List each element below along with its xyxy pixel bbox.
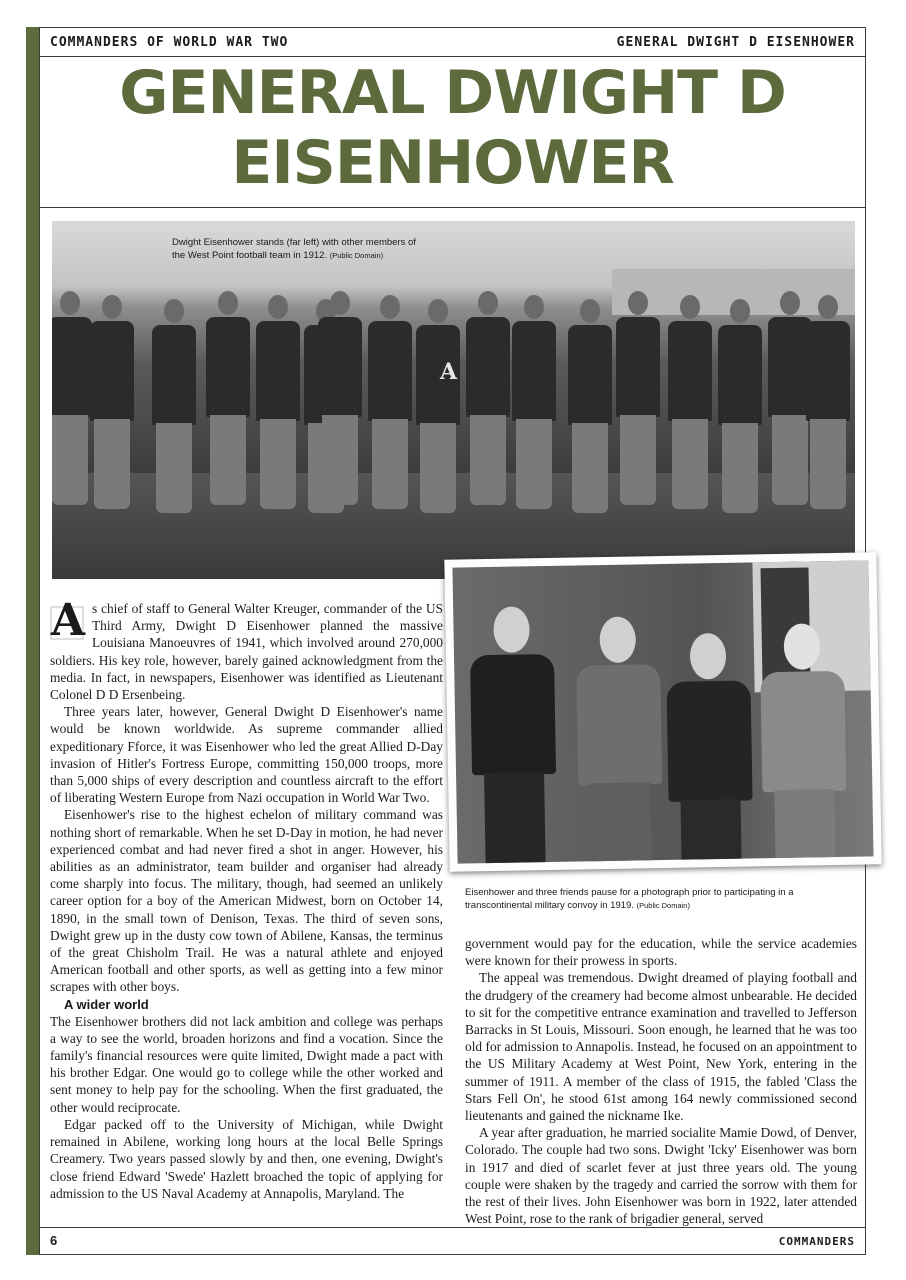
player-figure	[314, 291, 366, 521]
page-title-line2: EISENHOWER	[231, 128, 674, 198]
article-paragraph: Edgar packed off to the University of Michigan, while Dwight remained in Abilene, working long hours at the local Belle Springs Creamery. Two years passed slowly by and then, one evening, Dwight's close friend Edward 'Swede' Hazlett broached the topic of applying for admission to the US Naval Academy at Annapolis, Maryland. The	[50, 1116, 443, 1201]
convoy-friends-photo-image	[452, 560, 873, 863]
player-figure	[86, 295, 138, 525]
running-head-article: GENERAL DWIGHT D EISENHOWER	[616, 35, 855, 50]
footer-rule	[39, 1227, 866, 1228]
player-figure	[564, 299, 616, 529]
section-subhead: A wider world	[64, 996, 149, 1012]
player-figure	[148, 299, 200, 529]
player-figure	[202, 291, 254, 521]
article-paragraph: The appeal was tremendous. Dwight dreamed of playing football and the drudgery of the creamery had become almost unbearable. He decided to sit for the competitive entrance examination and travelled to Jefferson Barracks in St Louis, Missouri. Soon enough, he learned that he was too old for admission to Annapolis. Instead, he focused on an appointment to the US Military Academy at West Point, New York, entering in the summer of 1911. A member of the class of 1915, the fabled 'Class the Stars Fell On', he stood 61st among 164 newly commissioned second lieutenants and gained the nickname Ike.	[465, 970, 857, 1124]
running-head-section: COMMANDERS OF WORLD WAR TWO	[50, 35, 289, 50]
header-rule	[39, 56, 866, 57]
player-figure	[252, 295, 304, 525]
article-column-1	[50, 595, 443, 1202]
accent-sidebar-bar	[26, 27, 39, 1255]
player-figure	[364, 295, 416, 525]
player-figure	[412, 299, 464, 529]
man-figure-eisenhower	[753, 623, 854, 864]
man-figure	[660, 632, 761, 863]
man-figure	[463, 606, 564, 864]
article-paragraph	[50, 595, 443, 703]
player-figure	[612, 291, 664, 521]
player-figure	[664, 295, 716, 525]
player-figure	[802, 295, 854, 525]
dropcap-letter: A	[50, 595, 86, 646]
player-figure	[508, 295, 560, 525]
photo2-caption-text: Eisenhower and three friends pause for a photograph prior to participating in a transcontinental military convoy in 1919.	[465, 887, 794, 911]
page-title-line1: GENERAL DWIGHT D	[119, 58, 786, 128]
page-number: 6	[50, 1233, 58, 1248]
article-paragraph: Three years later, however, General Dwight D Eisenhower's name would be known worldwide. As supreme commander allied expeditionary Fforce, it was Eisenhower who led the great Allied D-Day invasion of Hitler's Fortress Europe, committing 150,000 troops, more than 5,000 ships of every description and countless aircraft to the effort of liberating Western Europe from Nazi occupation in World War Two.	[50, 704, 443, 806]
photo1-credit: (Public Domain)	[329, 251, 384, 260]
magazine-name: COMMANDERS	[778, 1235, 855, 1248]
football-team-photo	[52, 221, 855, 579]
article-paragraph: government would pay for the education, while the service academies were known for their prowess in sports.	[465, 936, 857, 969]
article-column-2	[465, 935, 857, 1227]
player-figure	[462, 291, 514, 521]
man-figure	[569, 616, 670, 864]
photo1-caption	[172, 236, 422, 262]
photo2-caption	[465, 886, 860, 912]
article-paragraph: The Eisenhower brothers did not lack ambition and college was perhaps a way to see the world, broaden horizons and find a vocation. Since the family's financial resources were quite limited, Dwight made a pact with his brother Edgar. One would go to college while the other worked and sent money to help pay for the schooling. When the first graduated, the other would reciprocate.	[50, 1013, 443, 1115]
convoy-friends-photo	[444, 552, 881, 871]
article-paragraph: Eisenhower's rise to the highest echelon of military command was nothing short of remarkable. When he set D-Day in motion, he had never experienced combat and had never fired a shot in anger. However, his abilities as an administrator, team builder and organiser had already come sharply into focus. The military, though, had seemed an unlikely career option for a boy of the American Midwest, born on October 14, 1890, in the small town of Denison, Texas. The third of seven sons, Dwight grew up in the dusty cow town of Abilene, Kansas, the terminus of the great Chisholm Trail. He was a natural athlete and enjoyed American football and other sports, as well as getting into a few minor scrapes with other boys.	[50, 807, 443, 995]
title-rule	[39, 207, 866, 208]
page-footer	[50, 1233, 855, 1251]
dropcap	[50, 595, 86, 646]
photo2-credit: (Public Domain)	[636, 901, 690, 910]
photo1-caption-text: Dwight Eisenhower stands (far left) with other members of the West Point football team in 1912.	[172, 237, 416, 261]
article-paragraph: A year after graduation, he married socialite Mamie Dowd, of Denver, Colorado. The couple had two sons. Dwight 'Icky' Eisenhower was born in 1917 and died of scarlet fever at just three years old. The young couple were shaken by the tragedy and carried the sorrow with them for the rest of their lives. John Eisenhower was born in 1922, later attended West Point, rose to the rank of brigadier general, served	[465, 1125, 857, 1227]
jersey-letter: A	[440, 359, 458, 385]
page-title	[39, 58, 866, 198]
article-paragraph-text: s chief of staff to General Walter Kreuger, commander of the US Third Army, Dwight D Eisenhower planned the massive Louisiana Manoeuvres of 1941, which involved around 270,000 soldiers. His key role, however, barely gained acknowledgment from the media. In fact, in newspapers, Eisenhower was identified as Lieutenant Colonel D D Ersenbeing.	[50, 601, 443, 703]
player-figure	[714, 299, 766, 529]
running-head	[50, 35, 855, 55]
